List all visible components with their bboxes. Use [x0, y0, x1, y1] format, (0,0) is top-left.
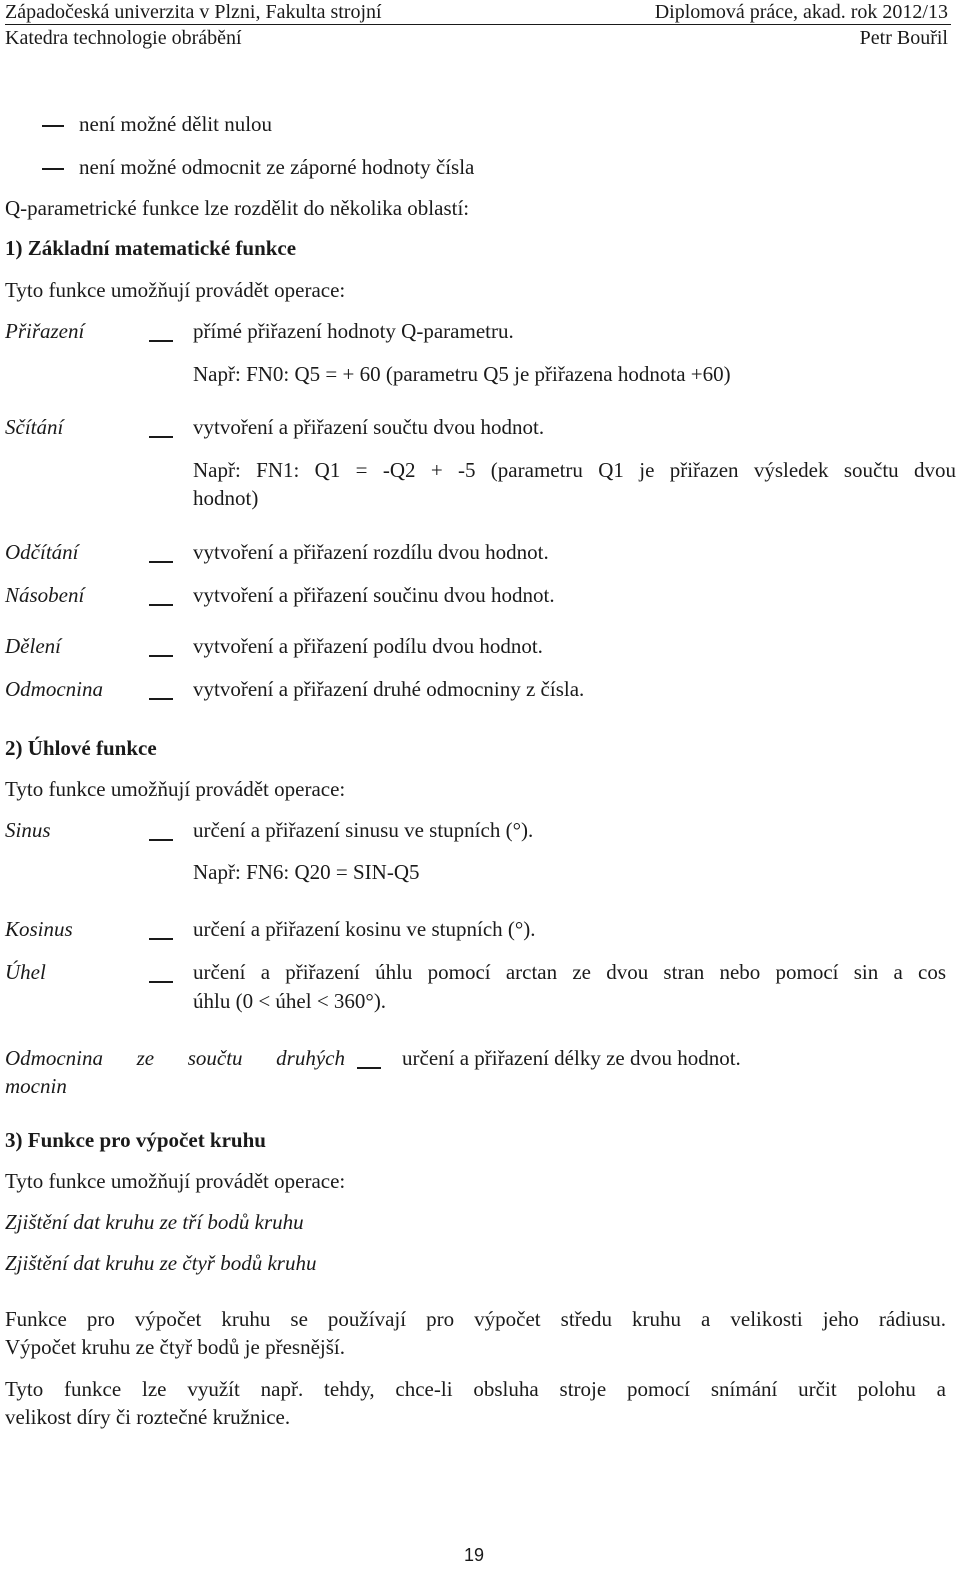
term-label: Sčítání	[5, 415, 64, 439]
term-description: vytvoření a přiřazení druhé odmocniny z čísla.	[193, 677, 585, 701]
term-description-cont: úhlu (0 < úhel < 360°).	[193, 989, 387, 1013]
header-thesis: Diplomová práce, akad. rok 2012/13	[654, 1, 948, 23]
term-label: Kosinus	[5, 917, 73, 941]
term-description: vytvoření a přiřazení součtu dvou hodnot.	[193, 415, 545, 439]
bullet-dash	[42, 125, 64, 127]
term-label-cont: mocnin	[5, 1074, 67, 1098]
term-description: určení a přiřazení úhlu pomocí arctan ze dvou stran nebo pomocí sin a cos	[193, 960, 946, 984]
term-label: Odmocnina ze součtu druhých	[5, 1046, 345, 1070]
term-description: vytvoření a přiřazení rozdílu dvou hodnot.	[193, 540, 549, 564]
term-label: Dělení	[5, 634, 61, 658]
term-dash	[149, 981, 173, 983]
header-rule	[5, 24, 951, 25]
term-dash	[149, 561, 173, 563]
paragraph-line: Funkce pro výpočet kruhu se používají pro výpočet středu kruhu a velikosti jeho rádiusu.	[5, 1307, 946, 1331]
circle-function-item: Zjištění dat kruhu ze čtyř bodů kruhu	[5, 1251, 317, 1275]
term-dash	[149, 436, 173, 438]
header-author: Petr Bouřil	[859, 27, 948, 49]
term-dash	[149, 604, 173, 606]
term-description: přímé přiřazení hodnoty Q-parametru.	[193, 319, 514, 343]
term-example-cont: hodnot)	[193, 486, 259, 510]
term-example: Např: FN6: Q20 = SIN-Q5	[193, 860, 420, 884]
paragraph-line: Tyto funkce lze využít např. tehdy, chce-li obsluha stroje pomocí snímání určit polohu a	[5, 1377, 946, 1401]
section-heading: 2) Úhlové funkce	[5, 736, 157, 760]
term-example: Např: FN0: Q5 = + 60 (parametru Q5 je přiřazena hodnota +60)	[193, 362, 731, 386]
paragraph-line: Výpočet kruhu ze čtyř bodů je přesnější.	[5, 1335, 345, 1359]
term-dash	[149, 839, 173, 841]
term-label: Přiřazení	[5, 319, 85, 343]
section-heading: 1) Základní matematické funkce	[5, 236, 297, 260]
bullet-item: není možné odmocnit ze záporné hodnoty čísla	[79, 155, 475, 179]
term-label: Odmocnina	[5, 677, 103, 701]
term-dash	[149, 938, 173, 940]
header-university: Západočeská univerzita v Plzni, Fakulta strojní	[5, 1, 382, 23]
section-heading: 3) Funkce pro výpočet kruhu	[5, 1128, 266, 1152]
term-example: Např: FN1: Q1 = -Q2 + -5 (parametru Q1 je přiřazen výsledek součtu dvou	[193, 458, 956, 482]
term-label: Odčítání	[5, 540, 79, 564]
section-lead: Tyto funkce umožňují provádět operace:	[5, 777, 346, 801]
term-description: určení a přiřazení sinusu ve stupních (°).	[193, 818, 534, 842]
intro-text: Q-parametrické funkce lze rozdělit do několika oblastí:	[5, 196, 470, 220]
term-label: Násobení	[5, 583, 85, 607]
page-number: 19	[464, 1545, 485, 1565]
header-department: Katedra technologie obrábění	[5, 27, 242, 49]
paragraph-line: velikost díry či roztečné kružnice.	[5, 1405, 291, 1429]
term-description: vytvoření a přiřazení součinu dvou hodnot.	[193, 583, 555, 607]
section-lead: Tyto funkce umožňují provádět operace:	[5, 278, 346, 302]
bullet-dash	[42, 168, 64, 170]
term-description: určení a přiřazení délky ze dvou hodnot.	[402, 1046, 741, 1070]
term-dash	[149, 655, 173, 657]
term-description: vytvoření a přiřazení podílu dvou hodnot.	[193, 634, 543, 658]
term-dash	[149, 340, 173, 342]
term-description: určení a přiřazení kosinu ve stupních (°).	[193, 917, 536, 941]
section-lead: Tyto funkce umožňují provádět operace:	[5, 1169, 346, 1193]
circle-function-item: Zjištění dat kruhu ze tří bodů kruhu	[5, 1210, 304, 1234]
term-dash	[149, 698, 173, 700]
term-label: Úhel	[5, 960, 46, 984]
bullet-item: není možné dělit nulou	[79, 112, 273, 136]
term-dash	[357, 1067, 381, 1069]
term-label: Sinus	[5, 818, 51, 842]
